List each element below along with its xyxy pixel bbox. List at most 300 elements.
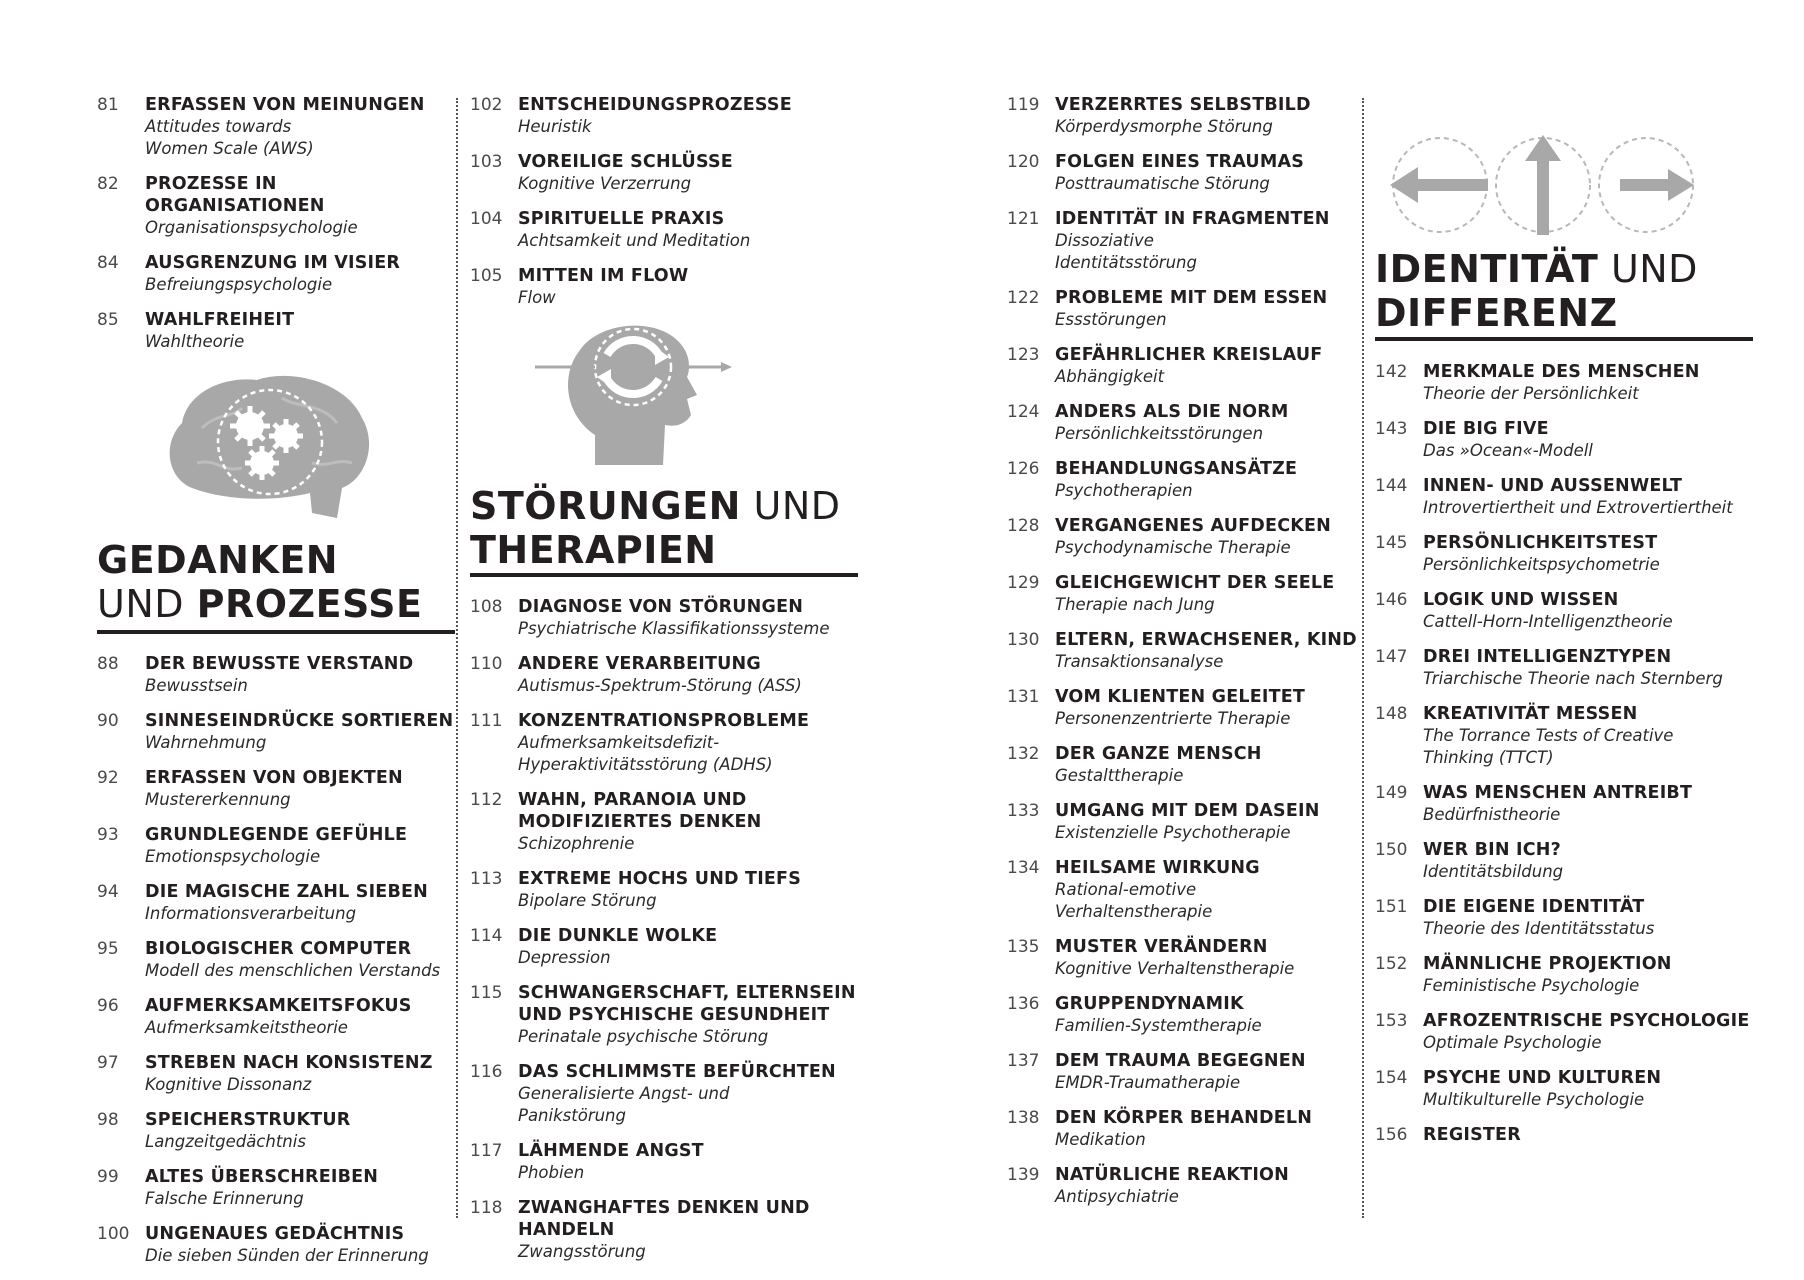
entry-title: DEN KÖRPER BEHANDELN <box>1055 1108 1313 1128</box>
entry-title: ANDERS ALS DIE NORM <box>1055 402 1289 422</box>
page-number: 102 <box>470 95 503 115</box>
toc-entry <box>470 1140 870 1184</box>
heading-identitaet-line2: DIFFERENZ <box>1375 291 1618 335</box>
page-number: 97 <box>97 1053 119 1073</box>
entry-subtitle: Autismus-Spektrum-Störung (ASS) <box>518 676 802 695</box>
entry-text <box>1423 703 1785 769</box>
entry-subtitle: Rational-emotive Verhaltenstherapie <box>1055 880 1213 921</box>
toc-entry <box>1007 800 1367 844</box>
entry-title: EXTREME HOCHS UND TIEFS <box>518 869 802 889</box>
section-rule-stoerungen <box>470 573 858 577</box>
entry-subtitle: EMDR-Traumatherapie <box>1055 1073 1241 1092</box>
page-number: 116 <box>470 1062 503 1082</box>
entry-text <box>145 653 459 697</box>
toc-entry <box>1375 782 1785 826</box>
entry-title: STREBEN NACH KONSISTENZ <box>145 1053 433 1073</box>
toc-entry <box>1007 1050 1367 1094</box>
entry-subtitle: Informationsverarbeitung <box>145 904 357 923</box>
entry-text <box>1423 896 1785 940</box>
entry-text <box>145 94 459 160</box>
toc-entry <box>97 1223 459 1267</box>
entry-text <box>1423 589 1785 633</box>
entry-text <box>145 252 459 296</box>
entry-text <box>1423 361 1785 405</box>
entry-subtitle: Bewusstsein <box>145 676 248 695</box>
page-number: 82 <box>97 174 119 194</box>
toc-entry <box>97 1109 459 1153</box>
toc-entry <box>1007 458 1367 502</box>
page-number: 88 <box>97 654 119 674</box>
entry-text <box>1423 646 1785 690</box>
entry-subtitle: Aufmerksamkeitsdefizit- Hyperaktivitätsstörung (ADHS) <box>518 733 773 774</box>
page-number: 148 <box>1375 704 1408 724</box>
entry-text <box>1055 629 1367 673</box>
toc-entry <box>1007 629 1367 673</box>
toc-entry <box>1007 94 1367 138</box>
entry-subtitle: Therapie nach Jung <box>1055 595 1215 614</box>
page-number: 100 <box>97 1224 130 1244</box>
entry-title: SINNESEINDRÜCKE SORTIEREN <box>145 711 454 731</box>
page-number: 132 <box>1007 744 1040 764</box>
toc-entry <box>97 94 459 160</box>
toc-entry <box>1007 993 1367 1037</box>
heading-identitaet-line1: IDENTITÄT <box>1375 247 1599 291</box>
page-number: 98 <box>97 1110 119 1130</box>
toc-entry <box>97 173 459 239</box>
heading-stoerungen-und: UND <box>740 484 841 528</box>
page-number: 85 <box>97 310 119 330</box>
page-number: 96 <box>97 996 119 1016</box>
entry-title: VERGANGENES AUFDECKEN <box>1055 516 1331 536</box>
entry-title: DIE DUNKLE WOLKE <box>518 926 718 946</box>
entry-title: DEM TRAUMA BEGEGNEN <box>1055 1051 1306 1071</box>
page-number: 120 <box>1007 152 1040 172</box>
toc-column-2-top <box>470 94 870 322</box>
entry-title: INNEN- UND AUSSENWELT <box>1423 476 1683 496</box>
page-number: 126 <box>1007 459 1040 479</box>
toc-entry <box>1007 686 1367 730</box>
toc-entry <box>97 824 459 868</box>
entry-subtitle: Kognitive Verzerrung <box>518 174 692 193</box>
entry-text <box>518 868 870 912</box>
entry-text <box>518 94 870 138</box>
entry-text <box>1055 743 1367 787</box>
entry-title: DER GANZE MENSCH <box>1055 744 1262 764</box>
entry-title: ALTES ÜBERSCHREIBEN <box>145 1167 379 1187</box>
column-divider-1 <box>456 98 458 1218</box>
entry-subtitle: Cattell-Horn-Intelligenztheorie <box>1423 612 1673 631</box>
page-number: 133 <box>1007 801 1040 821</box>
entry-subtitle: Langzeitgedächtnis <box>145 1132 306 1151</box>
entry-title: LOGIK UND WISSEN <box>1423 590 1619 610</box>
entry-subtitle: Posttraumatische Störung <box>1055 174 1270 193</box>
entry-text <box>1423 475 1785 519</box>
entry-subtitle: Generalisierte Angst- und Panikstörung <box>518 1084 730 1125</box>
entry-text <box>145 881 459 925</box>
page-number: 152 <box>1375 954 1408 974</box>
entry-subtitle: Personenzentrierte Therapie <box>1055 709 1291 728</box>
entry-subtitle: Optimale Psychologie <box>1423 1033 1602 1052</box>
entry-title: PROBLEME MIT DEM ESSEN <box>1055 288 1328 308</box>
entry-subtitle: Theorie der Persönlichkeit <box>1423 384 1639 403</box>
page-number: 94 <box>97 882 119 902</box>
column-divider-2 <box>1362 98 1364 1218</box>
entry-text <box>518 653 870 697</box>
entry-text <box>1055 936 1367 980</box>
toc-column-4 <box>1375 361 1785 1159</box>
toc-entry <box>97 938 459 982</box>
toc-entry <box>1007 1164 1367 1208</box>
toc-entry <box>1007 515 1367 559</box>
entry-title: VOREILIGE SCHLÜSSE <box>518 152 733 172</box>
entry-text <box>518 710 870 776</box>
toc-entry <box>1375 475 1785 519</box>
entry-text <box>1423 1067 1785 1111</box>
entry-subtitle: Introvertiertheit und Extrovertiertheit <box>1423 498 1733 517</box>
entry-subtitle: Abhängigkeit <box>1055 367 1165 386</box>
entry-title: UMGANG MIT DEM DASEIN <box>1055 801 1320 821</box>
entry-title: PROZESSE IN ORGANISATIONEN <box>145 174 325 216</box>
toc-entry <box>1375 589 1785 633</box>
entry-text <box>145 1166 459 1210</box>
entry-text <box>145 1052 459 1096</box>
page-number: 129 <box>1007 573 1040 593</box>
entry-title: DER BEWUSSTE VERSTAND <box>145 654 414 674</box>
page-number: 104 <box>470 209 503 229</box>
toc-entry <box>470 208 870 252</box>
section-rule-gedanken <box>97 630 455 634</box>
toc-entry <box>1375 1067 1785 1111</box>
entry-subtitle: Achtsamkeit und Meditation <box>518 231 751 250</box>
toc-entry <box>97 881 459 925</box>
page-number: 121 <box>1007 209 1040 229</box>
page-number: 117 <box>470 1141 503 1161</box>
entry-title: MUSTER VERÄNDERN <box>1055 937 1268 957</box>
toc-entry <box>1375 896 1785 940</box>
entry-subtitle: Antipsychiatrie <box>1055 1187 1179 1206</box>
section-rule-identitaet <box>1375 337 1753 341</box>
page-number: 105 <box>470 266 503 286</box>
entry-text <box>1055 1164 1367 1208</box>
toc-entry <box>470 1061 870 1127</box>
entry-title: ANDERE VERARBEITUNG <box>518 654 761 674</box>
section-heading-gedanken <box>97 538 423 626</box>
entry-subtitle: Organisationspsychologie <box>145 218 358 237</box>
entry-text <box>1423 532 1785 576</box>
toc-entry <box>1007 208 1367 274</box>
entry-text <box>1423 418 1785 462</box>
entry-text <box>145 767 459 811</box>
page-number: 145 <box>1375 533 1408 553</box>
toc-entry <box>470 1197 870 1263</box>
entry-subtitle: Die sieben Sünden der Erinnerung <box>145 1246 429 1265</box>
toc-entry <box>470 868 870 912</box>
entry-subtitle: Persönlichkeitspsychometrie <box>1423 555 1660 574</box>
toc-entry <box>1375 646 1785 690</box>
entry-text <box>1423 1124 1785 1146</box>
entry-subtitle: Persönlichkeitsstörungen <box>1055 424 1264 443</box>
toc-entry <box>470 596 870 640</box>
head-cycle-icon <box>535 315 735 465</box>
toc-entry <box>1375 1010 1785 1054</box>
toc-entry <box>1007 287 1367 331</box>
toc-entry <box>470 653 870 697</box>
toc-entry <box>1375 1124 1785 1146</box>
entry-subtitle: The Torrance Tests of Creative Thinking (TTCT) <box>1423 726 1674 767</box>
page-number: 149 <box>1375 783 1408 803</box>
page-number: 110 <box>470 654 503 674</box>
entry-subtitle: Triarchische Theorie nach Sternberg <box>1423 669 1723 688</box>
toc-entry <box>97 252 459 296</box>
toc-entry <box>1375 532 1785 576</box>
page-number: 131 <box>1007 687 1040 707</box>
toc-column-3 <box>1007 94 1367 1221</box>
entry-title: ERFASSEN VON MEINUNGEN <box>145 95 425 115</box>
heading-stoerungen-line2: THERAPIEN <box>470 528 717 572</box>
entry-text <box>518 208 870 252</box>
entry-text <box>1055 344 1367 388</box>
entry-subtitle: Phobien <box>518 1163 585 1182</box>
heading-identitaet-und: UND <box>1598 247 1698 291</box>
page-number: 113 <box>470 869 503 889</box>
entry-subtitle: Modell des menschlichen Verstands <box>145 961 441 980</box>
entry-title: GLEICHGEWICHT DER SEELE <box>1055 573 1335 593</box>
entry-title: ZWANGHAFTES DENKEN UND HANDELN <box>518 1198 810 1240</box>
page-number: 84 <box>97 253 119 273</box>
toc-entry <box>97 1052 459 1096</box>
page-number: 147 <box>1375 647 1408 667</box>
toc-entry <box>1007 743 1367 787</box>
page-number: 139 <box>1007 1165 1040 1185</box>
page-number: 115 <box>470 983 503 1003</box>
page-number: 128 <box>1007 516 1040 536</box>
entry-subtitle: Gestalttherapie <box>1055 766 1184 785</box>
entry-text <box>145 995 459 1039</box>
toc-entry <box>470 710 870 776</box>
page-number: 92 <box>97 768 119 788</box>
entry-title: SPIRITUELLE PRAXIS <box>518 209 725 229</box>
entry-text <box>1055 686 1367 730</box>
page-number: 135 <box>1007 937 1040 957</box>
entry-title: DAS SCHLIMMSTE BEFÜRCHTEN <box>518 1062 836 1082</box>
page-number: 99 <box>97 1167 119 1187</box>
entry-text <box>1055 458 1367 502</box>
entry-subtitle: Bipolare Störung <box>518 891 657 910</box>
entry-title: KONZENTRATIONSPROBLEME <box>518 711 810 731</box>
page-number: 124 <box>1007 402 1040 422</box>
entry-title: ERFASSEN VON OBJEKTEN <box>145 768 403 788</box>
toc-column-1-bottom <box>97 653 459 1280</box>
entry-text <box>1055 515 1367 559</box>
page-number: 90 <box>97 711 119 731</box>
page-number: 81 <box>97 95 119 115</box>
entry-text <box>145 938 459 982</box>
entry-subtitle: Familien-Systemtherapie <box>1055 1016 1262 1035</box>
toc-column-2-bottom <box>470 596 870 1276</box>
entry-subtitle: Körperdysmorphe Störung <box>1055 117 1273 136</box>
page-number: 118 <box>470 1198 503 1218</box>
entry-title: FOLGEN EINES TRAUMAS <box>1055 152 1304 172</box>
entry-subtitle: Essstörungen <box>1055 310 1167 329</box>
entry-title: KREATIVITÄT MESSEN <box>1423 704 1638 724</box>
entry-subtitle: Medikation <box>1055 1130 1146 1149</box>
entry-subtitle: Depression <box>518 948 611 967</box>
toc-entry <box>1007 857 1367 923</box>
toc-entry <box>97 710 459 754</box>
entry-title: SCHWANGERSCHAFT, ELTERNSEIN UND PSYCHISCHE GESUNDHEIT <box>518 983 856 1025</box>
toc-entry <box>470 151 870 195</box>
entry-title: REGISTER <box>1423 1125 1521 1145</box>
entry-text <box>518 1197 870 1263</box>
entry-title: MITTEN IM FLOW <box>518 266 689 286</box>
page-number: 153 <box>1375 1011 1408 1031</box>
entry-subtitle: Attitudes towards Women Scale (AWS) <box>145 117 314 158</box>
toc-entry <box>470 789 870 855</box>
entry-subtitle: Psychodynamische Therapie <box>1055 538 1291 557</box>
entry-subtitle: Bedürfnistheorie <box>1423 805 1561 824</box>
heading-gedanken-line2: PROZESSE <box>196 582 423 626</box>
entry-text <box>518 151 870 195</box>
entry-title: VOM KLIENTEN GELEITET <box>1055 687 1306 707</box>
page-number: 95 <box>97 939 119 959</box>
page-number: 156 <box>1375 1125 1408 1145</box>
page-number: 142 <box>1375 362 1408 382</box>
toc-entry <box>1007 572 1367 616</box>
page-number: 143 <box>1375 419 1408 439</box>
entry-subtitle: Befreiungspsychologie <box>145 275 333 294</box>
entry-title: DIE MAGISCHE ZAHL SIEBEN <box>145 882 428 902</box>
entry-title: GRUPPENDYNAMIK <box>1055 994 1244 1014</box>
toc-entry <box>470 925 870 969</box>
entry-title: WER BIN ICH? <box>1423 840 1561 860</box>
entry-text <box>145 1109 459 1153</box>
toc-entry <box>1007 1107 1367 1151</box>
entry-text <box>518 982 870 1048</box>
section-heading-identitaet <box>1375 247 1698 335</box>
entry-title: GRUNDLEGENDE GEFÜHLE <box>145 825 408 845</box>
entry-text <box>518 789 870 855</box>
entry-subtitle: Theorie des Identitätsstatus <box>1423 919 1655 938</box>
toc-entry <box>1375 953 1785 997</box>
entry-title: DIAGNOSE VON STÖRUNGEN <box>518 597 804 617</box>
toc-entry <box>97 653 459 697</box>
page-number: 138 <box>1007 1108 1040 1128</box>
page-number: 151 <box>1375 897 1408 917</box>
entry-text <box>145 309 459 353</box>
entry-text <box>145 1223 459 1267</box>
entry-title: VERZERRTES SELBSTBILD <box>1055 95 1311 115</box>
entry-text <box>145 173 459 239</box>
entry-subtitle: Psychotherapien <box>1055 481 1193 500</box>
entry-title: PERSÖNLICHKEITSTEST <box>1423 533 1658 553</box>
page-number: 108 <box>470 597 503 617</box>
toc-entry <box>1007 401 1367 445</box>
heading-gedanken-und: UND <box>97 582 197 626</box>
entry-subtitle: Kognitive Verhaltenstherapie <box>1055 959 1295 978</box>
direction-arrows-icon <box>1388 135 1698 240</box>
toc-entry <box>470 982 870 1048</box>
toc-entry <box>97 767 459 811</box>
entry-text <box>518 1061 870 1127</box>
page-number: 150 <box>1375 840 1408 860</box>
entry-text <box>518 265 870 309</box>
heading-gedanken-line1: GEDANKEN <box>97 538 339 582</box>
toc-entry <box>1007 151 1367 195</box>
entry-subtitle: Existenzielle Psychotherapie <box>1055 823 1291 842</box>
page-number: 114 <box>470 926 503 946</box>
entry-text <box>1055 151 1367 195</box>
toc-entry <box>97 309 459 353</box>
entry-text <box>1055 287 1367 331</box>
entry-text <box>1055 401 1367 445</box>
entry-title: AUFMERKSAMKEITSFOKUS <box>145 996 412 1016</box>
page-number: 134 <box>1007 858 1040 878</box>
entry-title: WAHLFREIHEIT <box>145 310 295 330</box>
entry-text <box>518 925 870 969</box>
entry-text <box>145 824 459 868</box>
toc-entry <box>470 265 870 309</box>
page-number: 119 <box>1007 95 1040 115</box>
page-number: 144 <box>1375 476 1408 496</box>
entry-title: ENTSCHEIDUNGSPROZESSE <box>518 95 792 115</box>
entry-text <box>1055 800 1367 844</box>
entry-subtitle: Psychiatrische Klassifikationssysteme <box>518 619 830 638</box>
heading-stoerungen-line1: STÖRUNGEN <box>470 484 741 528</box>
entry-subtitle: Multikulturelle Psychologie <box>1423 1090 1645 1109</box>
entry-title: AUSGRENZUNG IM VISIER <box>145 253 401 273</box>
entry-subtitle: Schizophrenie <box>518 834 635 853</box>
entry-subtitle: Flow <box>518 288 556 307</box>
entry-text <box>1055 572 1367 616</box>
section-heading-stoerungen <box>470 484 841 572</box>
entry-subtitle: Transaktionsanalyse <box>1055 652 1224 671</box>
entry-text <box>1055 208 1367 274</box>
entry-text <box>1423 839 1785 883</box>
page-number: 137 <box>1007 1051 1040 1071</box>
page-number: 130 <box>1007 630 1040 650</box>
page-number: 103 <box>470 152 503 172</box>
page-number: 122 <box>1007 288 1040 308</box>
entry-title: DREI INTELLIGENZTYPEN <box>1423 647 1672 667</box>
entry-subtitle: Das »Ocean«-Modell <box>1423 441 1593 460</box>
entry-text <box>1055 1107 1367 1151</box>
entry-subtitle: Wahrnehmung <box>145 733 267 752</box>
entry-subtitle: Aufmerksamkeitstheorie <box>145 1018 348 1037</box>
brain-gears-icon <box>162 368 377 523</box>
entry-title: GEFÄHRLICHER KREISLAUF <box>1055 345 1323 365</box>
page-number: 112 <box>470 790 503 810</box>
entry-subtitle: Feministische Psychologie <box>1423 976 1640 995</box>
entry-title: MÄNNLICHE PROJEKTION <box>1423 954 1672 974</box>
entry-title: SPEICHERSTRUKTUR <box>145 1110 351 1130</box>
entry-title: WAS MENSCHEN ANTREIBT <box>1423 783 1693 803</box>
toc-entry <box>1007 344 1367 388</box>
toc-entry <box>1375 839 1785 883</box>
entry-text <box>1423 782 1785 826</box>
entry-subtitle: Heuristik <box>518 117 592 136</box>
toc-column-1-top <box>97 94 459 366</box>
toc-entry <box>1375 418 1785 462</box>
entry-text <box>1055 1050 1367 1094</box>
toc-entry <box>470 94 870 138</box>
entry-title: AFROZENTRISCHE PSYCHOLOGIE <box>1423 1011 1750 1031</box>
entry-title: BEHANDLUNGSANSÄTZE <box>1055 459 1298 479</box>
entry-subtitle: Kognitive Dissonanz <box>145 1075 312 1094</box>
page-number: 93 <box>97 825 119 845</box>
entry-text <box>1423 953 1785 997</box>
page-number: 146 <box>1375 590 1408 610</box>
entry-title: IDENTITÄT IN FRAGMENTEN <box>1055 209 1330 229</box>
